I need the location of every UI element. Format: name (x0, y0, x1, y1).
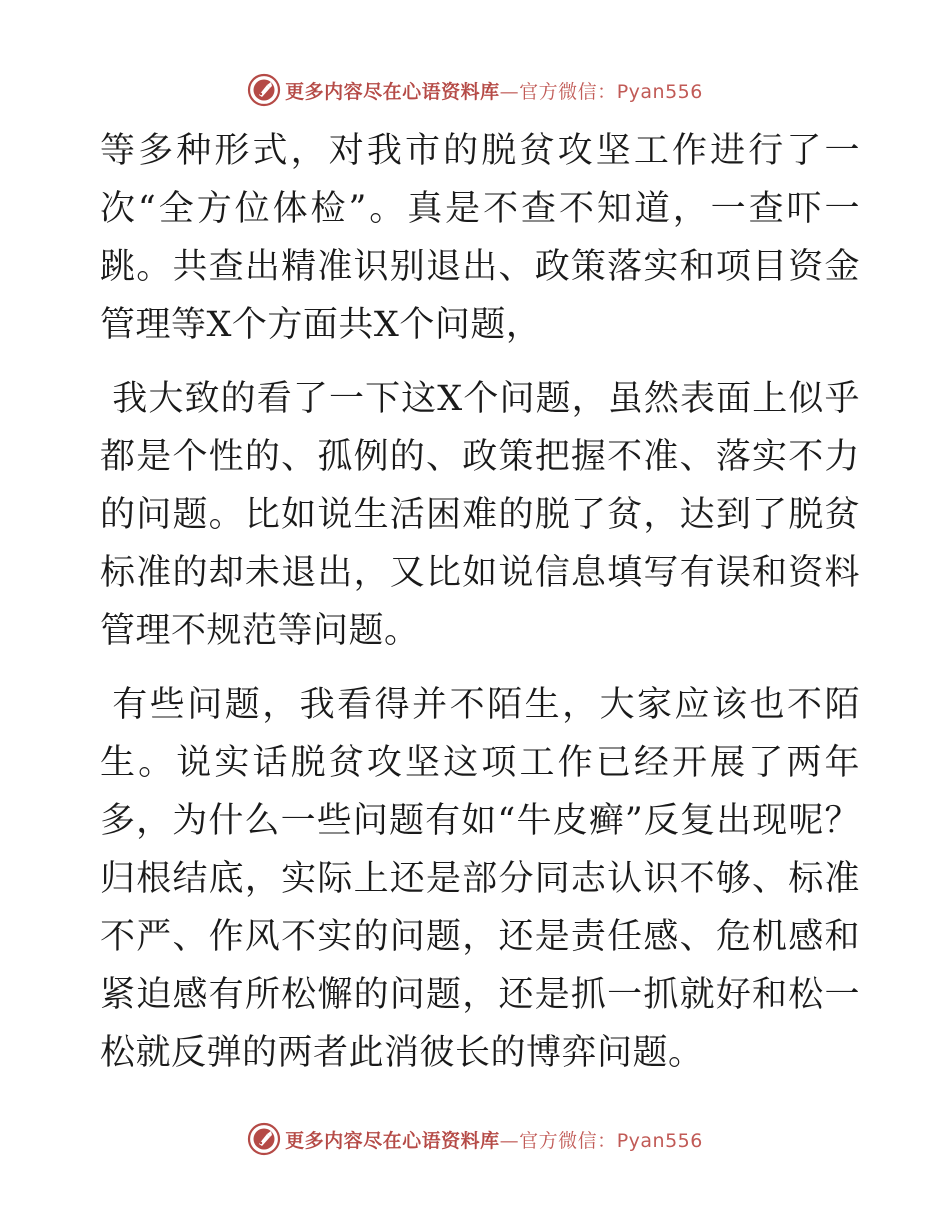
header-brand: 更多内容尽在心语资料库 (285, 80, 500, 103)
footer-brand: 更多内容尽在心语资料库 (285, 1129, 500, 1152)
footer-wechat-label: 官方微信： (519, 1129, 617, 1152)
header-wechat-label: 官方微信： (519, 80, 617, 103)
header-banner (0, 70, 950, 110)
footer-text (285, 1126, 703, 1153)
paragraph-1: 等多种形式，对我市的脱贫攻坚工作进行了一次“全方位体检”。真是不查不知道，一查吓一跳。共查出精准识别退出、政策落实和项目资金管理等X个方面共X个问题， (100, 131, 860, 345)
paragraph-3: 有些问题，我看得并不陌生，大家应该也不陌生。说实话脱贫攻坚这项工作已经开展了两年多，为什么一些问题有如“牛皮癣”反复出现呢？归根结底，实际上还是部分同志认识不够、标准不严、作风不实的问题，还是责任感、危机感和紧迫感有所松懈的问题，还是抓一抓就好和松一松就反弹的两者此消彼长的博弈问题。 (100, 685, 860, 1073)
header-separator: — (499, 80, 520, 103)
document-body (100, 122, 860, 1082)
header-wechat-id: Pyan556 (616, 80, 703, 103)
pen-nib-logo-icon (247, 1122, 281, 1156)
footer-banner (0, 1119, 950, 1159)
pen-nib-logo-icon (247, 73, 281, 107)
header-text (285, 77, 703, 104)
paragraph-2: 我大致的看了一下这X个问题，虽然表面上似乎都是个性的、孤例的、政策把握不准、落实不力的问题。比如说生活困难的脱了贫，达到了脱贫标准的却未退出，又比如说信息填写有误和资料管理不规范等问题。 (100, 379, 860, 651)
footer-separator: — (499, 1129, 520, 1152)
footer-wechat-id: Pyan556 (616, 1129, 703, 1152)
